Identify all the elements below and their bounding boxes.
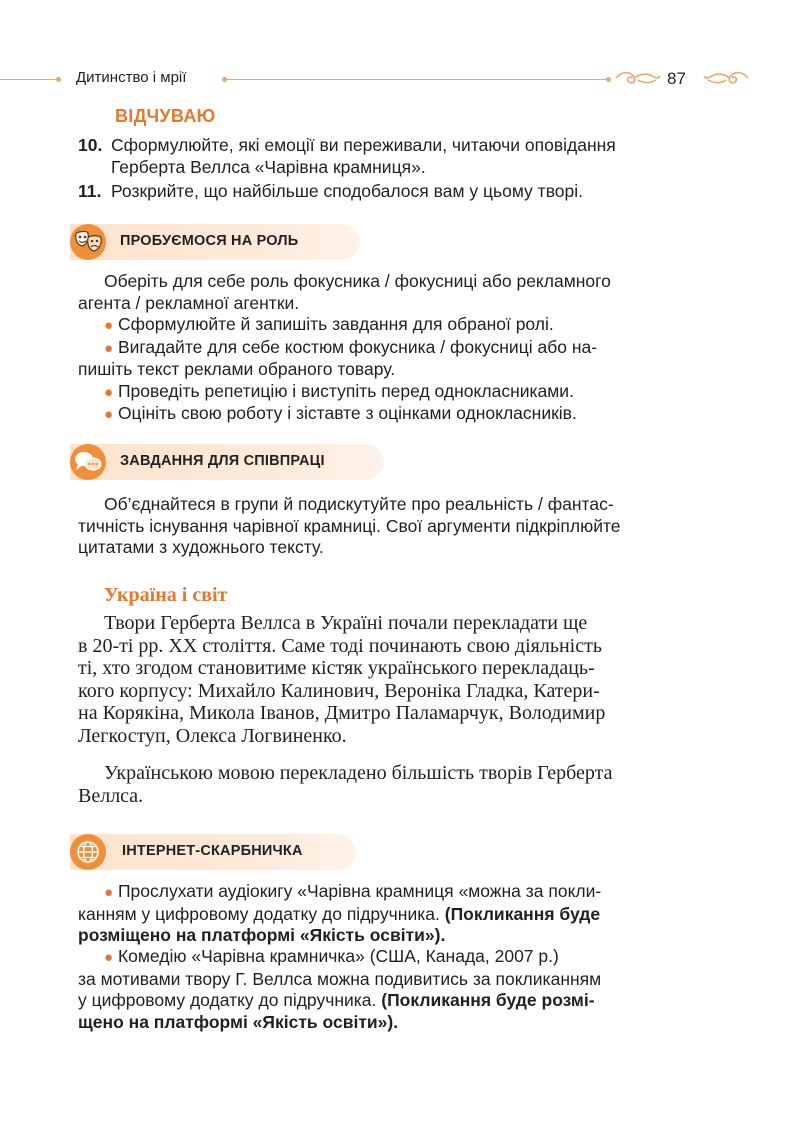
- bullet-icon: ●: [104, 383, 114, 401]
- internet-item-2: ● Комедію «Чарівна крамничка» (США, Канада, 2007 р.) за мотивами твору Г. Веллса можна подивитись за покликанням у цифровому додатку до підручника. (Покликання буде розмі- щено на платформі «Якість освіти»).: [78, 946, 602, 1032]
- header-title: Дитинство і мрії: [76, 69, 187, 86]
- section-heading-feel: ВІДЧУВАЮ: [115, 106, 216, 126]
- section-label: ПРОБУЄМОСЯ НА РОЛЬ: [120, 233, 299, 249]
- question-number: 10.: [78, 135, 103, 155]
- bullet-icon: ●: [104, 884, 114, 901]
- page-number: 87: [667, 69, 686, 88]
- bullet-icon: ●: [104, 949, 114, 966]
- bullet-icon: ●: [104, 317, 114, 334]
- bullet-icon: ●: [104, 339, 114, 357]
- list-item: ● Оцініть свою роботу і зіставте з оцінками однокласників.: [104, 403, 577, 423]
- running-header: [0, 62, 794, 98]
- section-band-internet: [70, 834, 356, 870]
- section-label: ЗАВДАННЯ ДЛЯ СПІВПРАЦІ: [120, 453, 325, 469]
- header-dot: [606, 77, 611, 82]
- section-heading-world: Україна і світ: [104, 584, 228, 606]
- section-label: ІНТЕРНЕТ-СКАРБНИЧКА: [122, 843, 303, 859]
- question-text: Сформулюйте, які емоції ви переживали, читаючи оповідання Герберта Веллса «Чарівна крамниця».: [111, 135, 616, 177]
- header-rule: [226, 79, 608, 80]
- theater-masks-icon: [70, 224, 106, 260]
- ornament-right-icon: [702, 67, 750, 89]
- header-rule-left: [0, 79, 58, 80]
- question-10: [0, 134, 794, 178]
- bullet-icon: ●: [104, 406, 114, 423]
- header-dot: [56, 77, 61, 82]
- question-text: Розкрийте, що найбільше сподобалося вам у цьому творі.: [111, 181, 584, 201]
- cooperation-text: Об’єднайтеся в групи й подискутуйте про реальність / фантас- тичність існування чарівної крамниці. Свої аргументи підкріплюйте цитатами з художнього тексту.: [78, 494, 621, 557]
- section-band-role: [70, 224, 360, 260]
- list-item: ● Проведіть репетицію і виступіть перед однокласниками.: [104, 380, 574, 401]
- internet-item-1: ● Прослухати аудіокигу «Чарівна крамниця «можна за покли- канням у цифровому додатку до підручника. (Покликання буде розміщено на платформі «Якість освіти»).: [78, 881, 602, 945]
- question-number: 11.: [78, 181, 102, 201]
- globe-icon: [70, 834, 106, 870]
- world-paragraph-2: Українською мовою перекладено більшість творів Герберта Веллса.: [78, 762, 613, 807]
- world-paragraph-1: Твори Герберта Веллса в Україні почали перекладати ще в 20-ті рр. XX століття. Саме тоді починають свою діяльність ті, хто згодом становитиме кістяк українського перекладаць- кого корпусу: Михайло Калинович, Вероніка Гладка, Катери- на Корякіна, Микола Іванов, Дмитро Паламарчук, Володимир Легкоступ, Олекса Логвиненко.: [78, 612, 606, 747]
- chat-bubbles-icon: [70, 444, 106, 480]
- ornament-left-icon: [614, 67, 662, 89]
- list-item: ● Вигадайте для себе костюм фокусника / фокусниці або на-: [104, 336, 598, 357]
- question-11: [0, 180, 794, 202]
- section-band-cooperation: [70, 444, 384, 480]
- list-item: ● Сформулюйте й запишіть завдання для обраної ролі.: [104, 314, 554, 334]
- role-instructions: Оберіть для себе роль фокусника / фокусниці або рекламного агента / рекламної агентки. ● Сформулюйте й запишіть завдання для обраної ролі. ● Вигадайте для себе костюм фокусника / фокусниці або на- пишіть текст реклами обраного товару. ● Проведіть репетицію і виступіть перед однокласниками. ● Оцініть свою роботу і зіставте з оцінками однокласників.: [78, 271, 700, 426]
